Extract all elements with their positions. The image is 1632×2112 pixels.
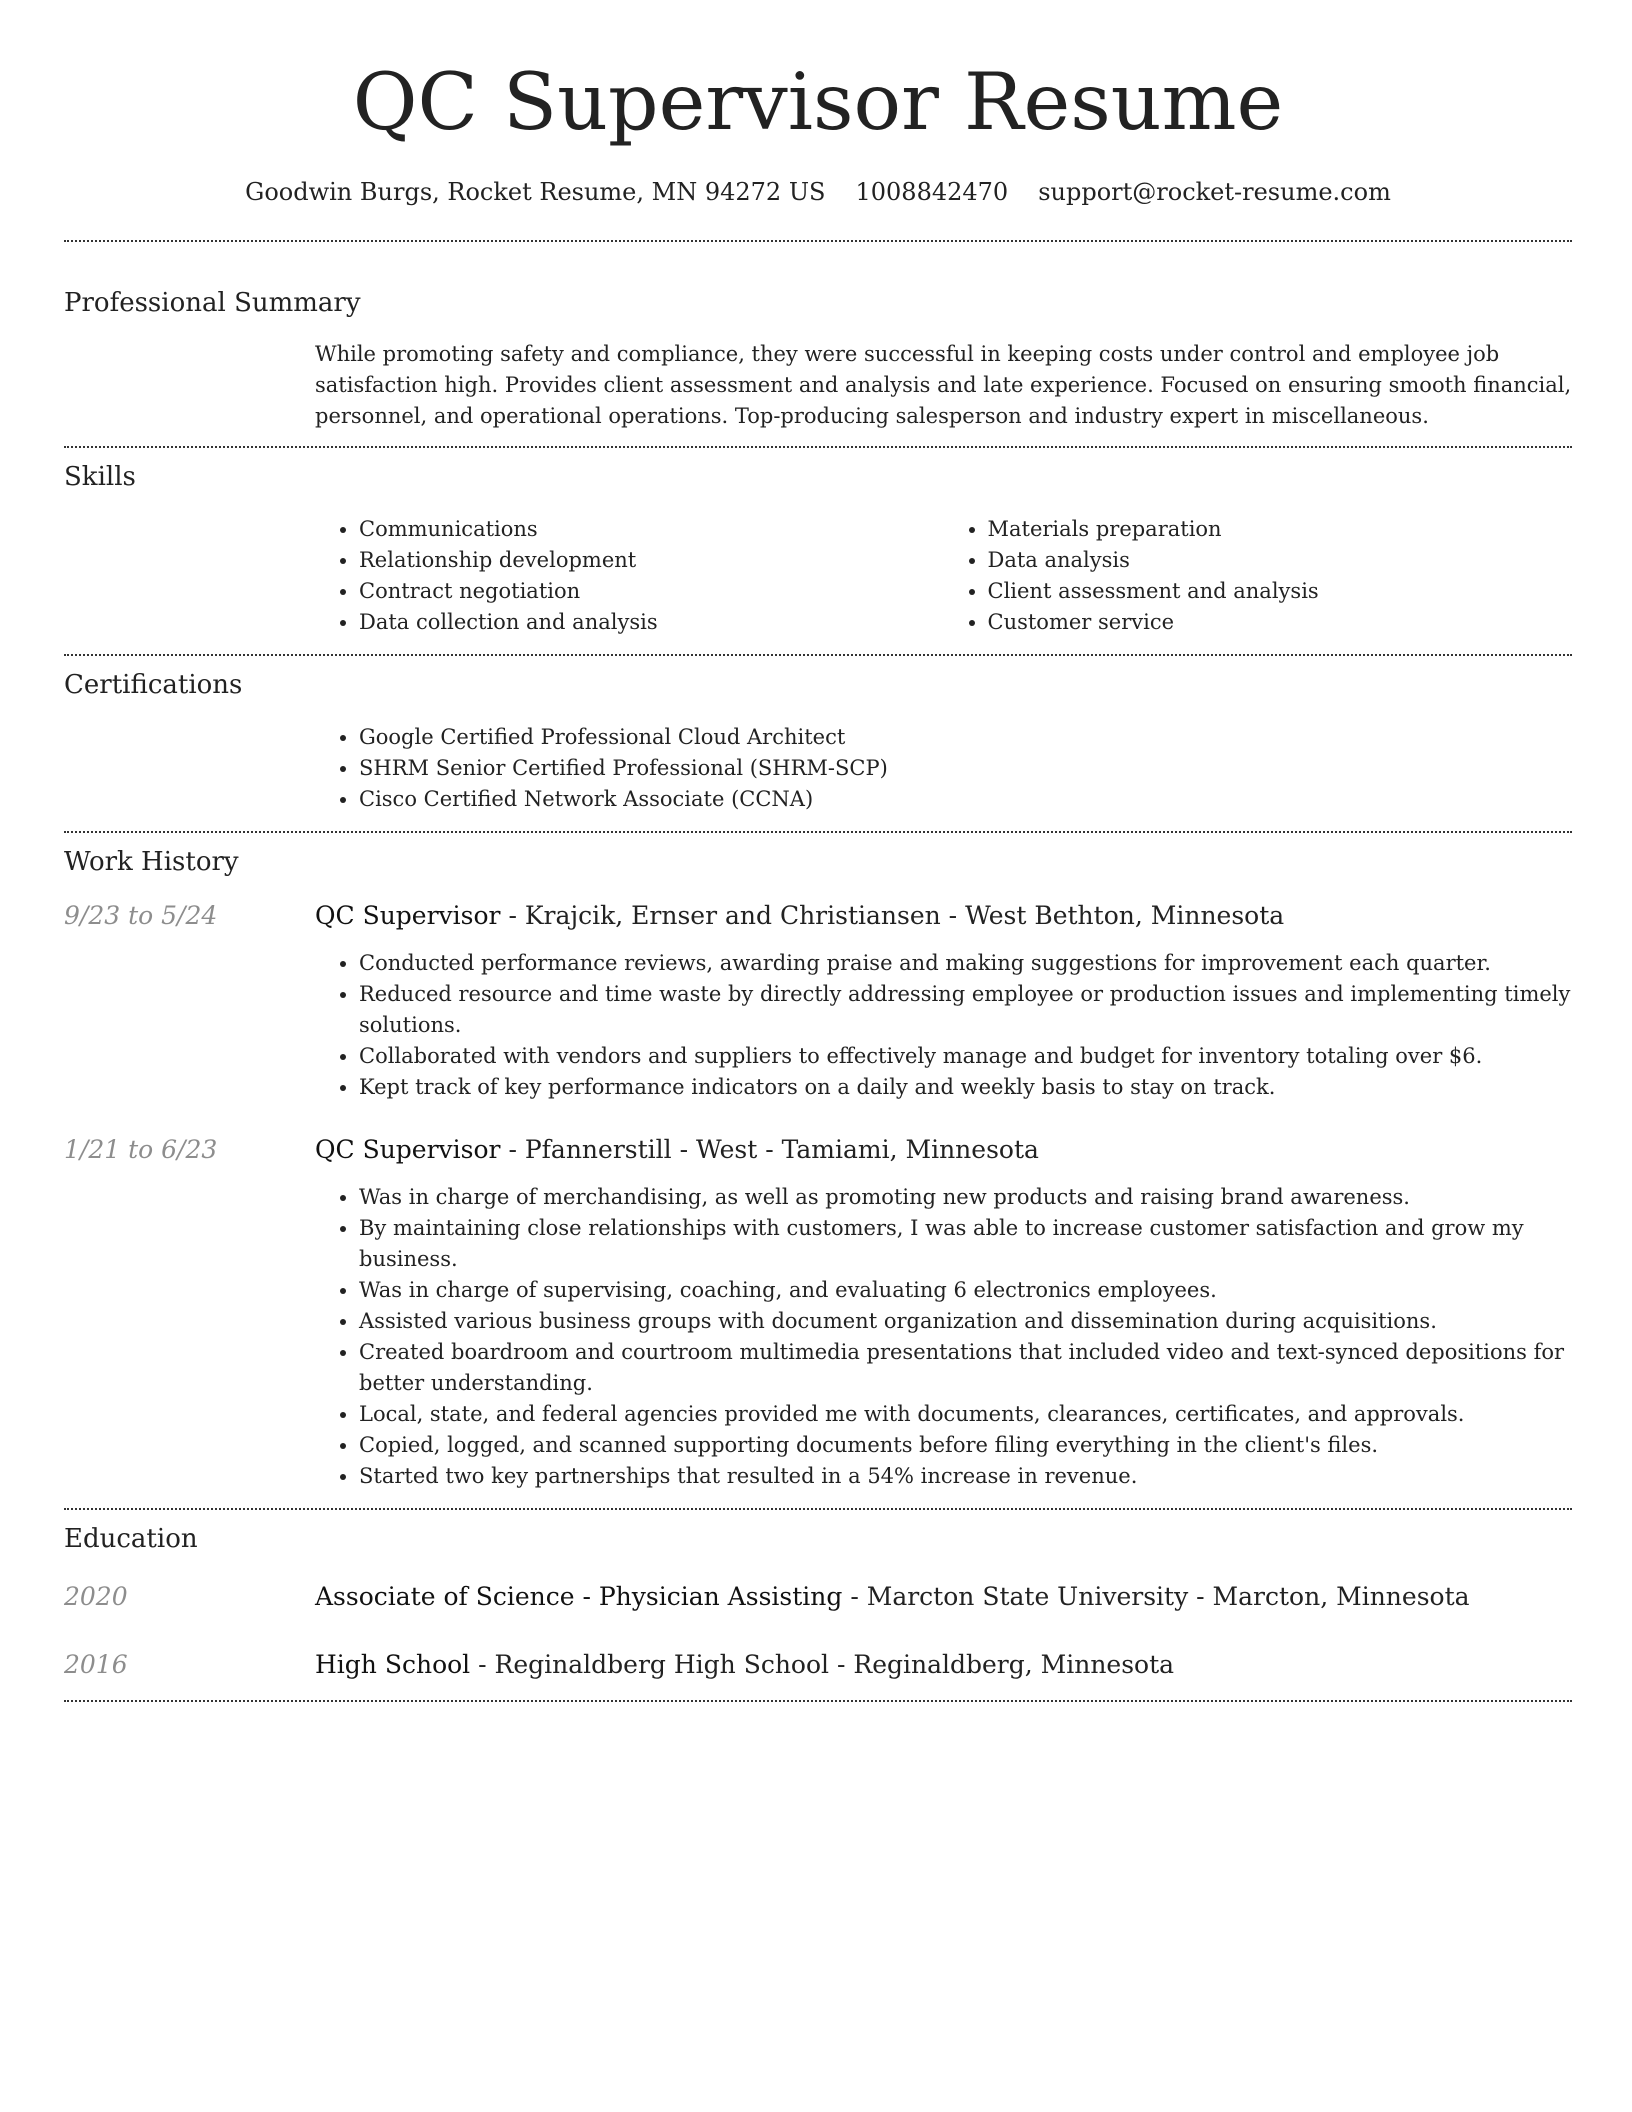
certification-item: • SHRM Senior Certified Professional (SHRM-SCP) (359, 753, 1572, 784)
job-bullet: • Was in charge of supervising, coaching, and evaluating 6 electronics employees. (359, 1275, 1572, 1306)
certifications-section (64, 656, 1572, 831)
job-duties (315, 1182, 1572, 1492)
contact-phone: 1008842470 (855, 178, 1009, 206)
job-role: QC Supervisor (315, 901, 501, 930)
skill-item: • Contract negotiation (359, 576, 944, 607)
summary-text: While promoting safety and compliance, they were successful in keeping costs under control and employee job satisfaction high. Provides client assessment and analysis and late experience. Focused on ensuring smooth financial, personnel, and operational operations. Top-producing salesperson and industry expert in miscellaneous. (315, 342, 1572, 428)
resume-title: QC Supervisor Resume (352, 56, 1284, 148)
job-employer: - Pfannerstill - West - Tamiami, Minnesota (500, 1135, 1039, 1164)
skill-item: • Client assessment and analysis (988, 576, 1573, 607)
skills-list-right (944, 514, 1573, 638)
job-bullet: • Was in charge of merchandising, as well as promoting new products and raising brand awareness. (359, 1182, 1572, 1213)
contact-email: support@rocket-resume.com (1038, 178, 1391, 206)
section-title-skills: Skills (64, 462, 136, 492)
contact-line (64, 176, 1572, 208)
education-degree: High School (315, 1650, 471, 1679)
skill-item: • Customer service (988, 607, 1573, 638)
divider (64, 1700, 1572, 1702)
certifications-content (315, 722, 1572, 815)
section-title-education: Education (64, 1524, 198, 1554)
skill-item: • Materials preparation (988, 514, 1573, 545)
job-bullet: • By maintaining close relationships with customers, I was able to increase customer satisfaction and grow my business. (359, 1213, 1572, 1275)
education-entry (64, 1580, 1572, 1614)
contact-address: Goodwin Burgs, Rocket Resume, MN 94272 US (245, 178, 826, 206)
work-history-section (64, 833, 1572, 1508)
section-title-work-history: Work History (64, 847, 239, 877)
education-section (64, 1510, 1572, 1700)
job-entry (64, 1133, 1572, 1492)
resume-page (64, 0, 1572, 1702)
job-bullets (315, 1182, 1572, 1492)
section-title-certifications: Certifications (64, 670, 243, 700)
education-year: 2016 (64, 1650, 128, 1679)
certification-item: • Cisco Certified Network Associate (CCNA) (359, 784, 1572, 815)
certifications-list (315, 722, 1572, 815)
job-role: QC Supervisor (315, 1135, 501, 1164)
job-bullet: • Created boardroom and courtroom multimedia presentations that included video and text-synced depositions for better understanding. (359, 1337, 1572, 1399)
skills-section (64, 448, 1572, 654)
job-bullet: • Started two key partnerships that resulted in a 54% increase in revenue. (359, 1461, 1572, 1492)
skill-item: • Relationship development (359, 545, 944, 576)
job-bullet: • Local, state, and federal agencies provided me with documents, clearances, certificates, and approvals. (359, 1399, 1572, 1430)
skill-item: • Communications (359, 514, 944, 545)
summary-section (64, 242, 1572, 446)
job-title (315, 899, 1572, 933)
job-bullet: • Copied, logged, and scanned supporting documents before filing everything in the client's files. (359, 1430, 1572, 1461)
skill-item: • Data collection and analysis (359, 607, 944, 638)
education-school: - Marcton State University - Marcton, Minnesota (842, 1582, 1470, 1611)
education-degree: Associate of Science - Physician Assisting (315, 1582, 843, 1611)
education-year: 2020 (64, 1582, 128, 1611)
section-title-summary: Professional Summary (64, 288, 361, 318)
job-bullet: • Assisted various business groups with document organization and dissemination during acquisitions. (359, 1306, 1572, 1337)
job-bullets (315, 948, 1572, 1103)
job-employer: - Krajcik, Ernser and Christiansen - West Bethton, Minnesota (500, 901, 1285, 930)
education-entry (64, 1648, 1572, 1682)
skill-item: • Data analysis (988, 545, 1573, 576)
job-dates: 9/23 to 5/24 (64, 901, 218, 930)
skills-list-left (315, 514, 944, 638)
job-bullet: • Conducted performance reviews, awarding praise and making suggestions for improvement each quarter. (359, 948, 1572, 979)
job-duties (315, 948, 1572, 1103)
job-bullet: • Kept track of key performance indicators on a daily and weekly basis to stay on track. (359, 1072, 1572, 1103)
job-dates: 1/21 to 6/23 (64, 1135, 218, 1164)
certification-item: • Google Certified Professional Cloud Architect (359, 722, 1572, 753)
skills-grid (315, 514, 1572, 638)
job-title (315, 1133, 1572, 1167)
job-bullet: • Collaborated with vendors and suppliers to effectively manage and budget for inventory totaling over $6. (359, 1041, 1572, 1072)
job-entry (64, 899, 1572, 1103)
education-title (315, 1648, 1572, 1682)
education-title (315, 1580, 1572, 1614)
education-school: - Reginaldberg High School - Reginaldberg, Minnesota (470, 1650, 1175, 1679)
job-bullet: • Reduced resource and time waste by directly addressing employee or production issues and implementing timely solutions. (359, 979, 1572, 1041)
